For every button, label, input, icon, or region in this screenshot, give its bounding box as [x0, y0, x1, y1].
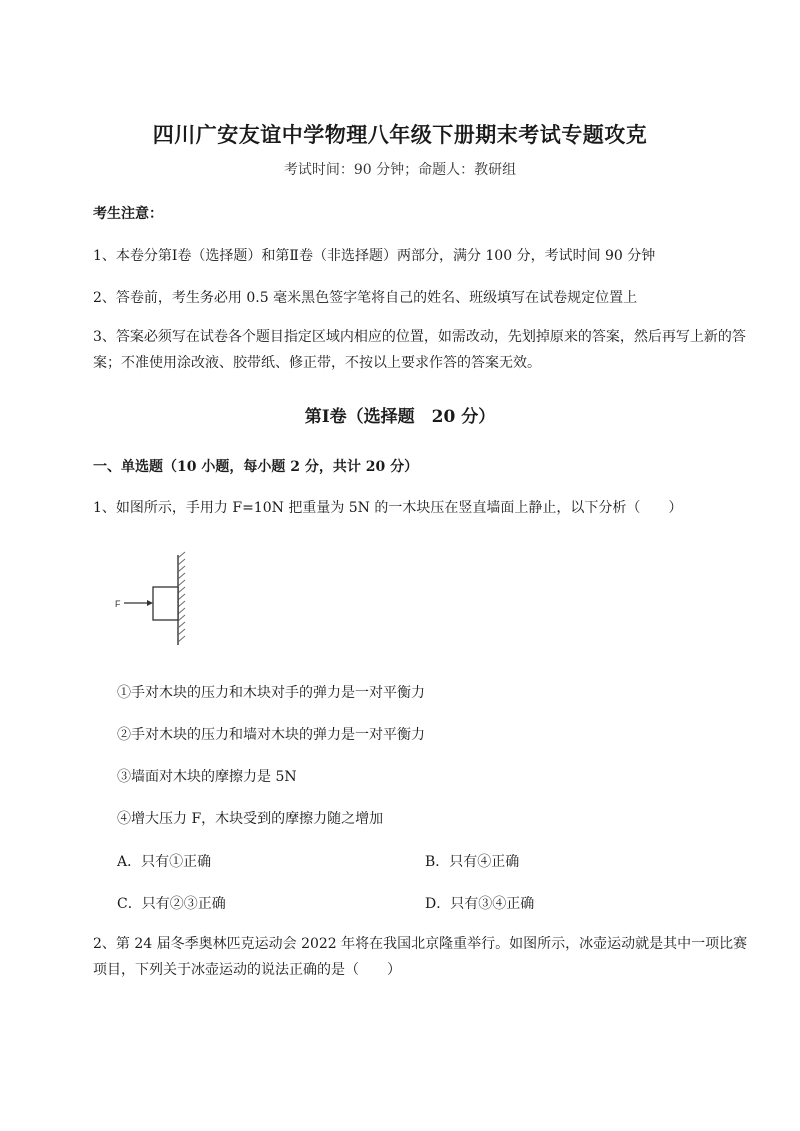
- section-title: 第Ⅰ卷（选择题 20 分）: [304, 407, 496, 427]
- force-diagram: [112, 550, 202, 650]
- option-d: D．只有③④正确: [425, 896, 535, 912]
- force-diagram-svg: [112, 550, 202, 650]
- notice-heading: 考生注意：: [93, 206, 163, 222]
- force-arrow-head: [147, 600, 153, 606]
- notice-item-3: 3、答案必须写在试卷各个题目指定区域内相应的位置，如需改动，先划掉原来的答案，然后再写上新的答案；不准使用涂改液、胶带纸、修正带，不按以上要求作答的答案无效。: [93, 329, 746, 371]
- notice-item-2: 2、答卷前，考生务必用 0.5 毫米黑色签字笔将自己的姓名、班级填写在试卷规定位置上: [93, 290, 638, 306]
- question-1-stem: 1、如图所示，手用力 F=10N 把重量为 5N 的一木块压在竖直墙面上静止，以下分析（ ）: [93, 500, 683, 516]
- question-2-stem: 2、第 24 届冬季奥林匹克运动会 2022 年将在我国北京隆重举行。如图所示，冰壶运动就是其中一项比赛项目，下列关于冰壶运动的说法正确的是（ ）: [93, 936, 748, 978]
- page-title: 四川广安友谊中学物理八年级下册期末考试专题攻克: [152, 122, 648, 147]
- force-label: F: [115, 599, 121, 609]
- statement-2: ②手对木块的压力和墙对木块的弹力是一对平衡力: [117, 727, 425, 743]
- option-c: C．只有②③正确: [117, 896, 226, 912]
- statement-3: ③墙面对木块的摩擦力是 5N: [117, 769, 297, 785]
- wall-hatching: [178, 552, 185, 642]
- notice-item-1: 1、本卷分第Ⅰ卷（选择题）和第Ⅱ卷（非选择题）两部分，满分 100 分，考试时间 90 分钟: [93, 248, 656, 264]
- exam-info: 考试时间：90 分钟；命题人：教研组: [283, 162, 517, 178]
- option-a: A．只有①正确: [117, 854, 212, 870]
- option-b: B．只有④正确: [425, 854, 520, 870]
- statement-1: ①手对木块的压力和木块对手的弹力是一对平衡力: [117, 685, 425, 701]
- statement-4: ④增大压力 F，木块受到的摩擦力随之增加: [117, 811, 384, 827]
- part-heading: 一、单选题（10 小题，每小题 2 分，共计 20 分）: [93, 459, 419, 475]
- wood-block: [153, 587, 178, 620]
